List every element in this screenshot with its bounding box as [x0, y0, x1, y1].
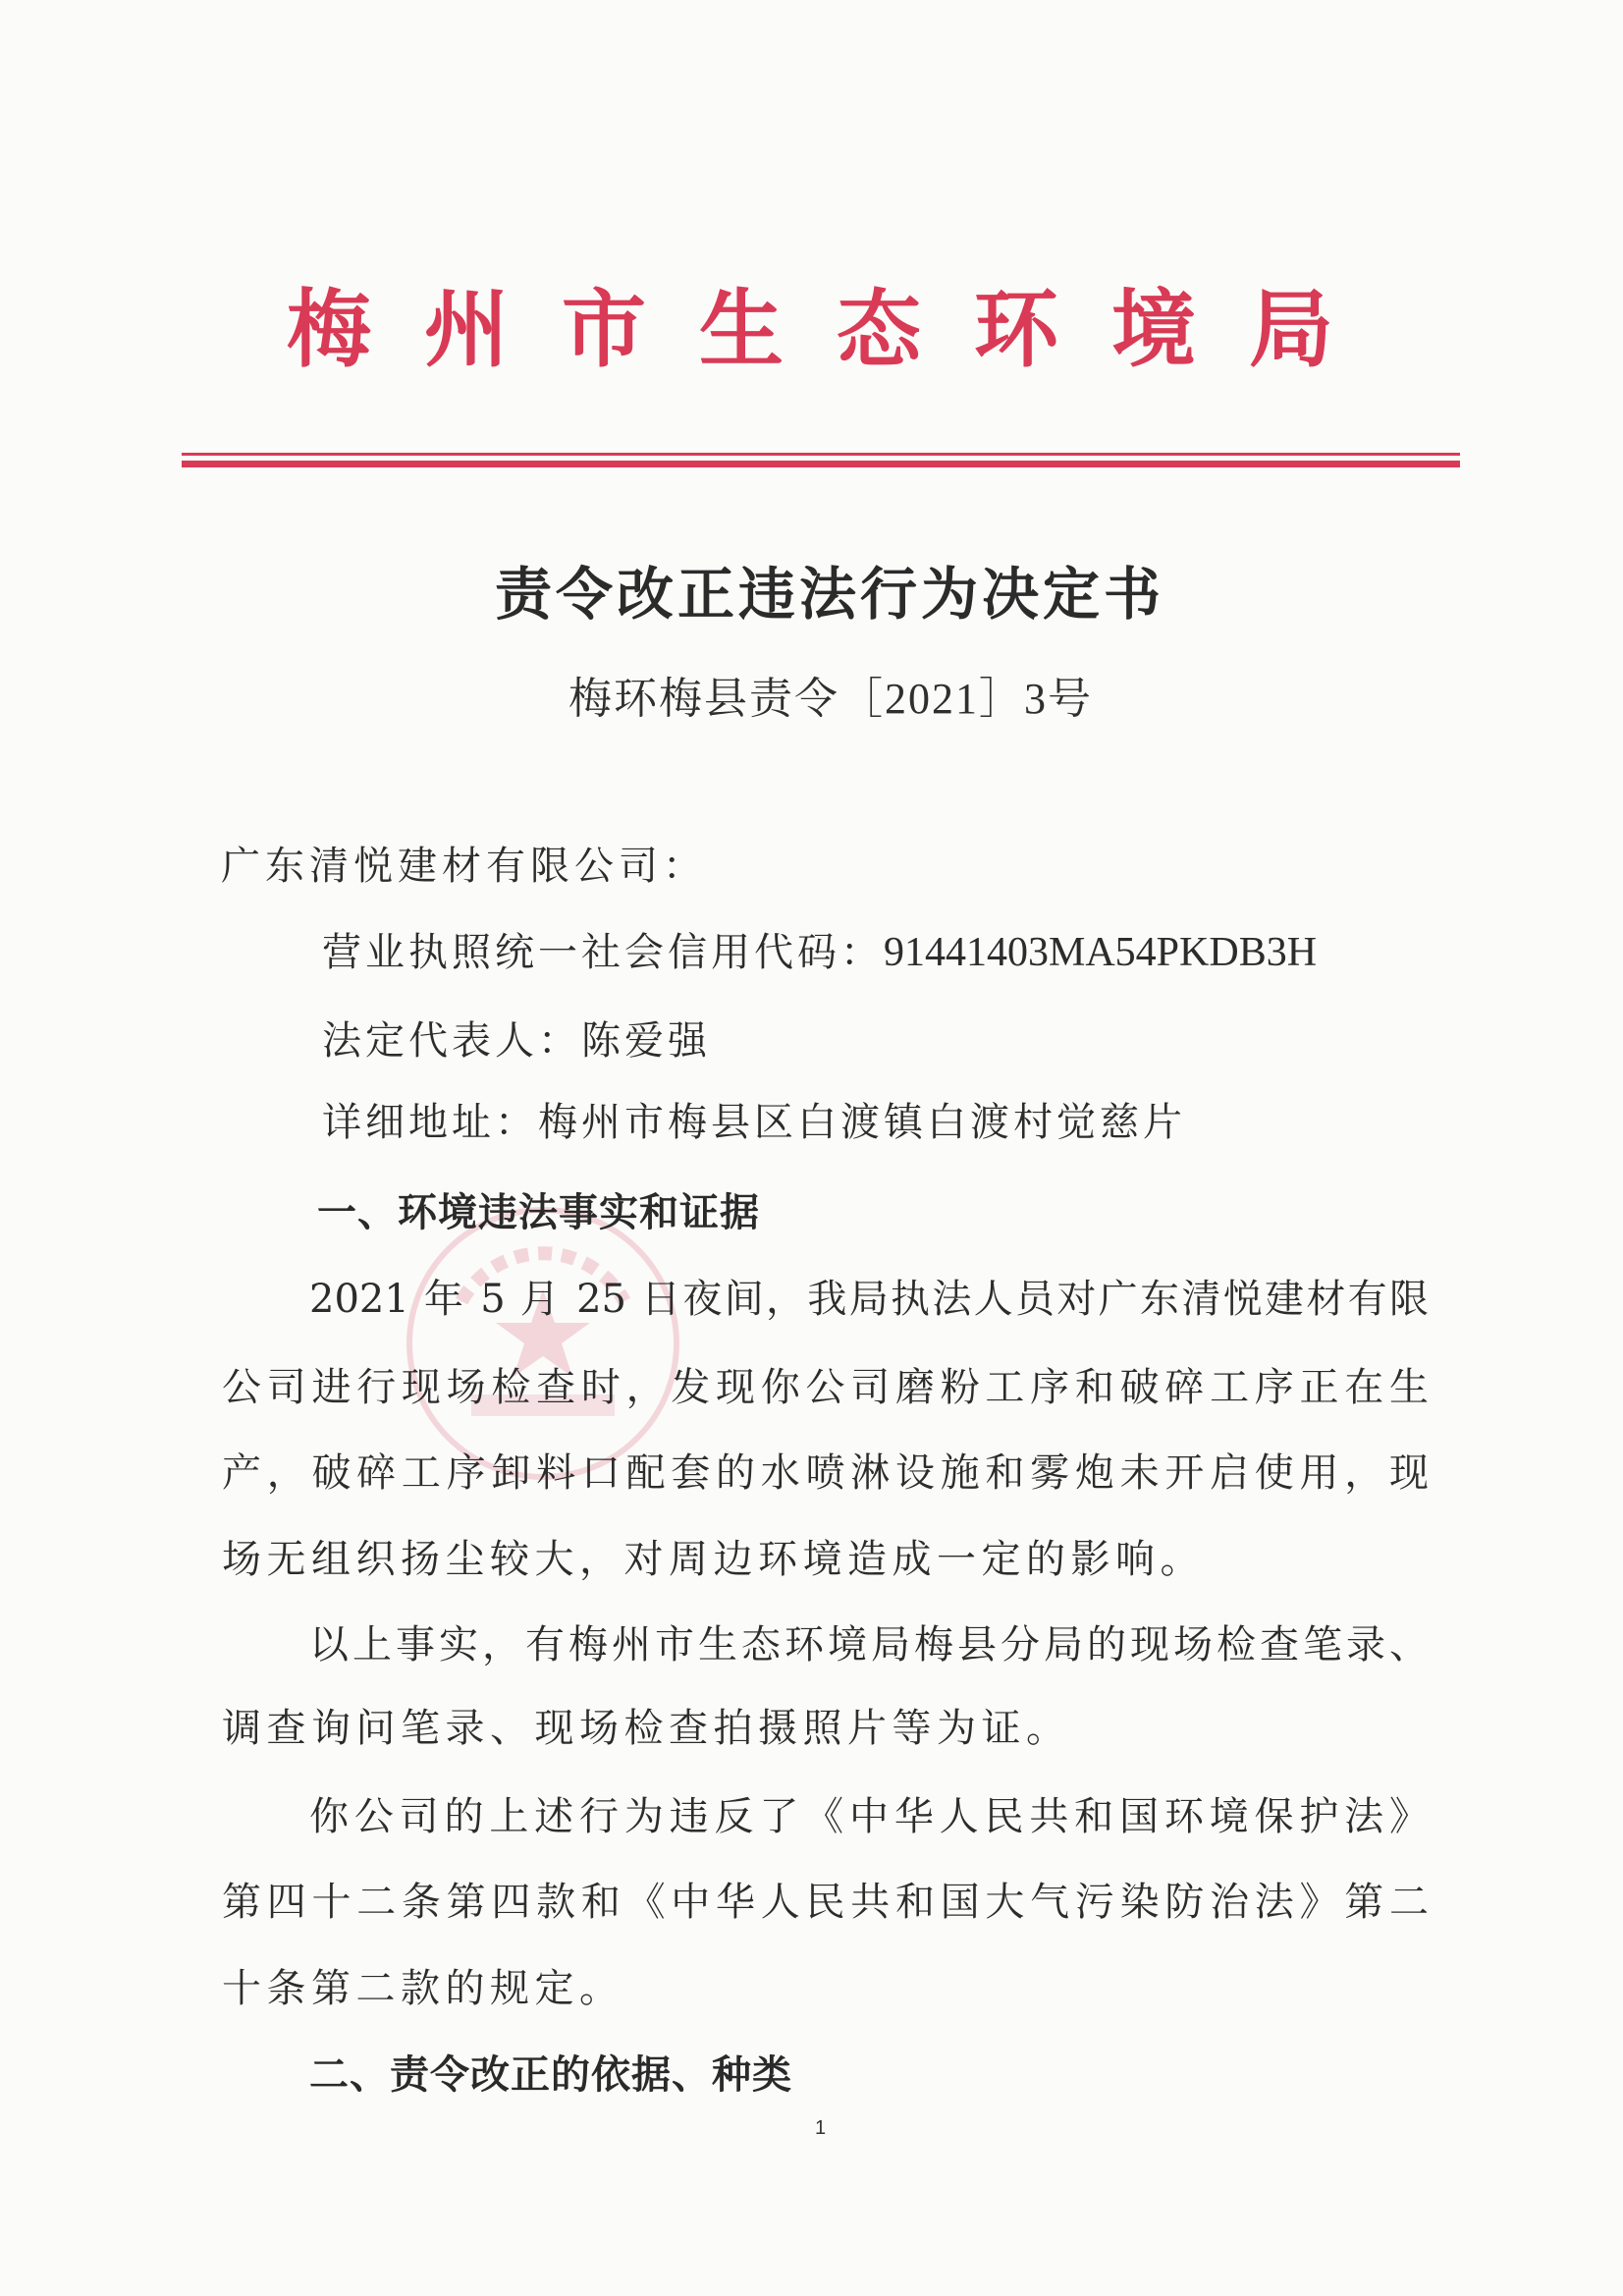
credit-code-label: 营业执照统一社会信用代码：	[322, 930, 884, 975]
document-number: 梅环梅县责令［2021］3号	[568, 675, 1093, 723]
paragraph-line: 你公司的上述行为违反了《中华人民共和国环境保护法》	[309, 1794, 1429, 1839]
legal-rep-row	[322, 1016, 711, 1066]
address-value: 梅州市梅县区白渡镇白渡村觉慈片	[538, 1100, 1186, 1145]
section-heading-2: 二、责令改正的依据、种类	[309, 2052, 792, 2098]
recipient-company: 广东清悦建材有限公司：	[221, 844, 707, 889]
paragraph-line: 第四十二条第四款和《中华人民共和国大气污染防治法》第二	[222, 1880, 1429, 1925]
document-title: 责令改正违法行为决定书	[494, 561, 1164, 628]
address-row	[322, 1098, 1186, 1147]
page-number: 1	[815, 2117, 827, 2139]
credit-code-row	[322, 928, 1317, 977]
legal-rep-value: 陈爱强	[581, 1018, 711, 1064]
paragraph-line: 产，破碎工序卸料口配套的水喷淋设施和雾炮未开启使用，现	[222, 1450, 1429, 1496]
paragraph-line: 以上事实，有梅州市生态环境局梅县分局的现场检查笔录、	[309, 1622, 1429, 1667]
section-heading-1: 一、环境违法事实和证据	[317, 1190, 760, 1235]
address-label: 详细地址：	[322, 1100, 538, 1145]
agency-header-title: 梅州市生态环境局	[287, 280, 1386, 379]
header-rule-thick	[182, 461, 1460, 467]
official-seal-stamp	[403, 1203, 683, 1484]
credit-code-value: 91441403MA54PKDB3H	[884, 930, 1318, 975]
paragraph-line: 十条第二款的规定。	[222, 1966, 624, 2011]
paragraph-line: 调查询问笔录、现场检查拍摄照片等为证。	[222, 1706, 1071, 1751]
paragraph-line: 2021 年 5 月 25 日夜间，我局执法人员对广东清悦建材有限	[309, 1277, 1429, 1322]
paragraph-line: 场无组织扬尘较大，对周边环境造成一定的影响。	[222, 1537, 1205, 1582]
paragraph-line: 公司进行现场检查时，发现你公司磨粉工序和破碎工序正在生	[222, 1365, 1429, 1410]
legal-rep-label: 法定代表人：	[322, 1018, 581, 1064]
header-rule-thin	[182, 453, 1460, 456]
